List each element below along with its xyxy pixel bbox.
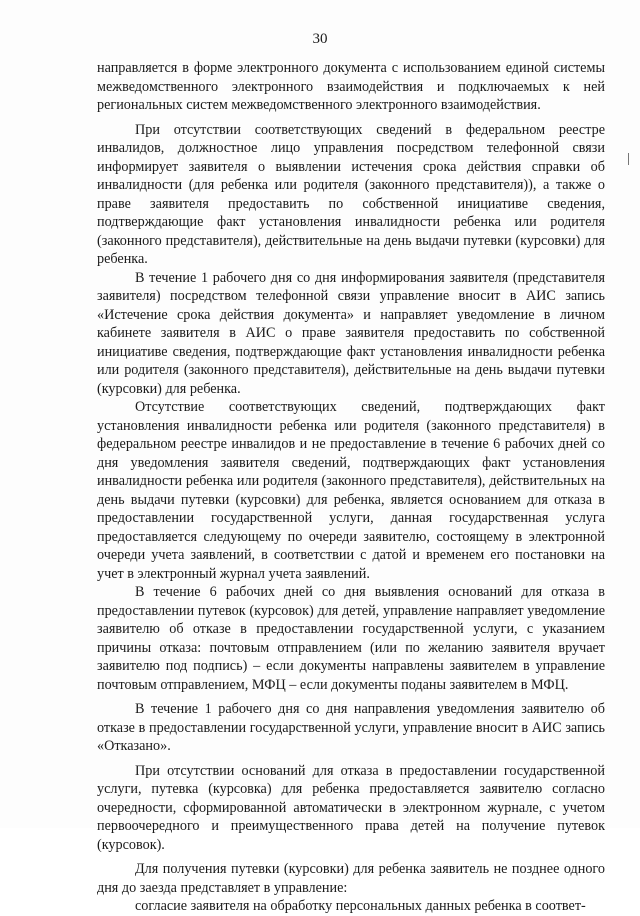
paragraph-6: В течение 1 рабочего дня со дня направления уведомления заявителю об отказе в предоставлении государственной услуги, управление вносит в АИС запись «Отказано».	[97, 701, 605, 754]
paragraph-3: В течение 1 рабочего дня со дня информирования заявителя (представителя заявителя) посредством телефонной связи управление вносит в АИС запись «Истечение срока действия документа» и направляет уведомление в личном кабинете заявителя в АИС о праве заявителя предоставить по собственной инициативе сведения, подтверждающие факт установления инвалидности ребенка или родителя (законного представителя), действительные на день выдачи путевки (курсовки) для ребенка.	[97, 269, 605, 397]
paragraph-8: Для получения путевки (курсовки) для ребенка заявитель не позднее одного дня до заезда представляет в управление:	[97, 861, 605, 896]
page-number: 30	[312, 31, 328, 47]
paragraph-9: согласие заявителя на обработку персональных данных ребенка в соответ-	[135, 898, 586, 914]
paragraph-2: При отсутствии соответствующих сведений в федеральном реестре инвалидов, должностное лицо управления посредством телефонной связи информирует заявителя о выявлении истечения срока действия справки об инвалидности (для ребенка или родителя (законного представителя)), а также о праве заявителя предоставить по собственной инициативе сведения, подтверждающие факт установления инвалидности ребенка или родителя (законного представителя), действительные на день выдачи путевки (курсовки) для ребенка.	[97, 121, 605, 267]
paragraph-5: В течение 6 рабочих дней со дня выявления оснований для отказа в предоставлении путевок (курсовок) для детей, управление направляет уведомление заявителю об отказе в предоставлении государственной услуги, с указанием причины отказа: почтовым отправлением (или по желанию заявителя вручает заявителю под подпись) – если документы направлены заявителем в управление почтовым отправлением, МФЦ – если документы поданы заявителем в МФЦ.	[97, 584, 605, 693]
paragraph-7: При отсутствии оснований для отказа в предоставлении государственной услуги, путевка (курсовка) для ребенка предоставляется заявителю согласно очередности, сформированной автоматически в электронном журнале, с учетом первоочередного и преимущественного права детей на получение путевок (курсовок).	[97, 762, 605, 853]
document-body	[97, 59, 605, 916]
paragraph-1-continuation: направляется в форме электронного документа с использованием единой системы межведомственного электронного взаимодействия и подключаемых к ней региональных систем межведомственного электронного взаимодействия.	[97, 60, 605, 113]
scan-margin-mark	[628, 153, 629, 165]
paragraph-4: Отсутствие соответствующих сведений, подтверждающих факт установления инвалидности ребенка или родителя (законного представителя) в федеральном реестре инвалидов и не предоставление в течение 6 рабочих дней со дня уведомления заявителя сведений, подтверждающих факт установления инвалидности ребенка или родителя (законного представителя), действительных на день выдачи путевки (курсовки) для ребенка, является основанием для отказа в предоставлении государственной услуги, данная государственная услуга предоставляется следующему по очереди заявителю, состоящему в электронной очереди учета заявлений, в соответствии с датой и временем его постановки на учет в электронный журнал учета заявлений.	[97, 399, 605, 582]
